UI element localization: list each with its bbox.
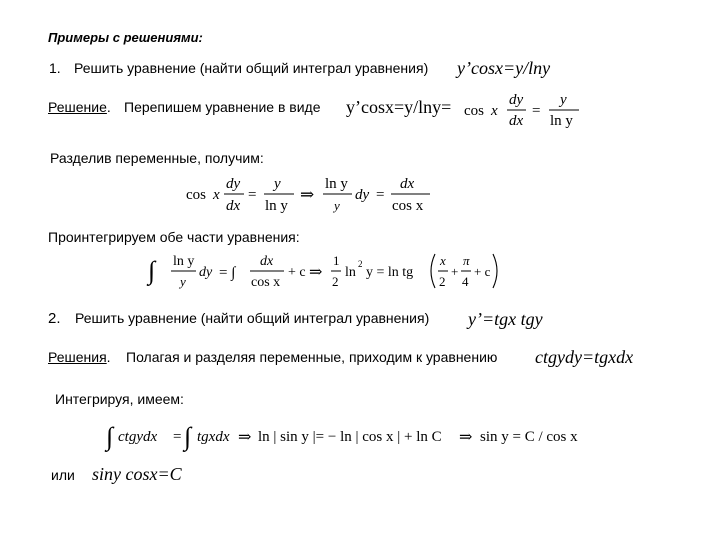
formula-lny: ln y [173, 254, 195, 269]
solution-2-dot: . [106, 349, 111, 365]
integral-sign: ∫ [106, 422, 114, 451]
formula-equals: = [248, 187, 257, 203]
solution-2-label: Решения [48, 349, 107, 365]
formula-lny: ln y [265, 198, 288, 214]
formula-x: x [440, 253, 446, 268]
task-2-text: Решить уравнение (найти общий интеграл уравнения) [75, 310, 430, 326]
formula-log-relation: ln | sin y |= − ln | cos x | + ln C [258, 429, 442, 445]
page-title: Примеры с решениями: [48, 30, 203, 45]
implies-arrow: ⇒ [309, 264, 323, 281]
formula-y: y [560, 92, 567, 108]
formula-separated [184, 172, 434, 218]
right-paren [493, 254, 497, 288]
solution-2-equation: ctgydy=tgxdx [535, 347, 634, 367]
formula-result: sin y = C / cos x [480, 429, 578, 445]
implies-arrow: ⇒ [300, 185, 315, 204]
formula-two: 2 [439, 274, 446, 289]
solution-1-label: Решение [48, 99, 107, 115]
task-2-equation: y’=tgx tgy [468, 309, 543, 329]
formula-square: 2 [358, 259, 363, 269]
formula-integrating [104, 416, 584, 456]
formula-four: 4 [462, 274, 469, 289]
implies-arrow: ⇒ [238, 429, 252, 446]
formula-lny: ln y [550, 113, 573, 129]
formula-dx: dx [260, 254, 274, 269]
formula-ln: ln [345, 265, 356, 280]
formula-y: y [180, 274, 186, 289]
formula-cosx: cos x [251, 275, 281, 290]
formula-dy: dy [509, 92, 524, 108]
solution-1-text: Перепишем уравнение в виде [124, 99, 321, 115]
formula-two: 2 [332, 274, 339, 289]
solution-1-equation-inline: y’cosx=y/lny= [346, 97, 452, 117]
formula-y: y [274, 176, 281, 192]
left-paren [431, 254, 435, 288]
task-1-text: Решить уравнение (найти общий интеграл уравнения) [74, 60, 429, 76]
formula-equals: = [173, 429, 182, 445]
formula-dx: dx [400, 176, 415, 192]
formula-y-eq-lntg: y = ln tg [366, 265, 414, 280]
formula-rewritten [462, 88, 582, 132]
formula-dy: dy [199, 265, 213, 280]
formula-ctgydx: ctgydx [118, 429, 158, 445]
plus-c: + c [474, 264, 491, 279]
separated-text: Разделив переменные, получим: [50, 150, 264, 166]
solution-2-line [48, 349, 111, 365]
formula-dy: dy [355, 187, 370, 203]
formula-cosx: cos x [392, 198, 424, 214]
formula-plus: + [451, 264, 459, 279]
formula-pi: π [463, 253, 470, 268]
formula-equals: = [532, 103, 541, 119]
task-2-number: 2. [48, 310, 61, 327]
alt-equation: siny cosx=C [92, 464, 182, 484]
formula-integrated [146, 248, 506, 294]
formula-dx: dx [226, 198, 241, 214]
implies-arrow: ⇒ [459, 429, 473, 446]
formula-equals: = [376, 187, 385, 203]
formula-lny: ln y [325, 176, 348, 192]
solution-1-dot: . [106, 99, 111, 115]
formula-dy: dy [226, 176, 241, 192]
plus-c: + c [288, 265, 306, 280]
task-1-number: 1. [49, 60, 61, 76]
formula-x: x [491, 103, 498, 119]
solution-1-line [48, 99, 111, 115]
formula-dx: dx [509, 113, 524, 129]
integrating-text: Интегрируя, имеем: [55, 391, 184, 407]
formula-y: y [334, 198, 340, 213]
formula-tgxdx: tgxdx [197, 429, 230, 445]
equals-integral: = ∫ [219, 265, 236, 281]
integral-sign: ∫ [184, 422, 192, 451]
integrate-text: Проинтегрируем обе части уравнения: [48, 229, 300, 245]
formula-one: 1 [333, 253, 340, 268]
alt-label: или [51, 467, 75, 483]
formula-x: x [213, 187, 220, 203]
formula-cos: cos [464, 103, 484, 119]
integral-sign: ∫ [148, 256, 156, 285]
solution-2-text: Полагая и разделяя переменные, приходим к уравнению [126, 349, 498, 365]
formula-cos: cos [186, 187, 206, 203]
task-1-equation: y’cosx=y/lny [457, 58, 551, 78]
